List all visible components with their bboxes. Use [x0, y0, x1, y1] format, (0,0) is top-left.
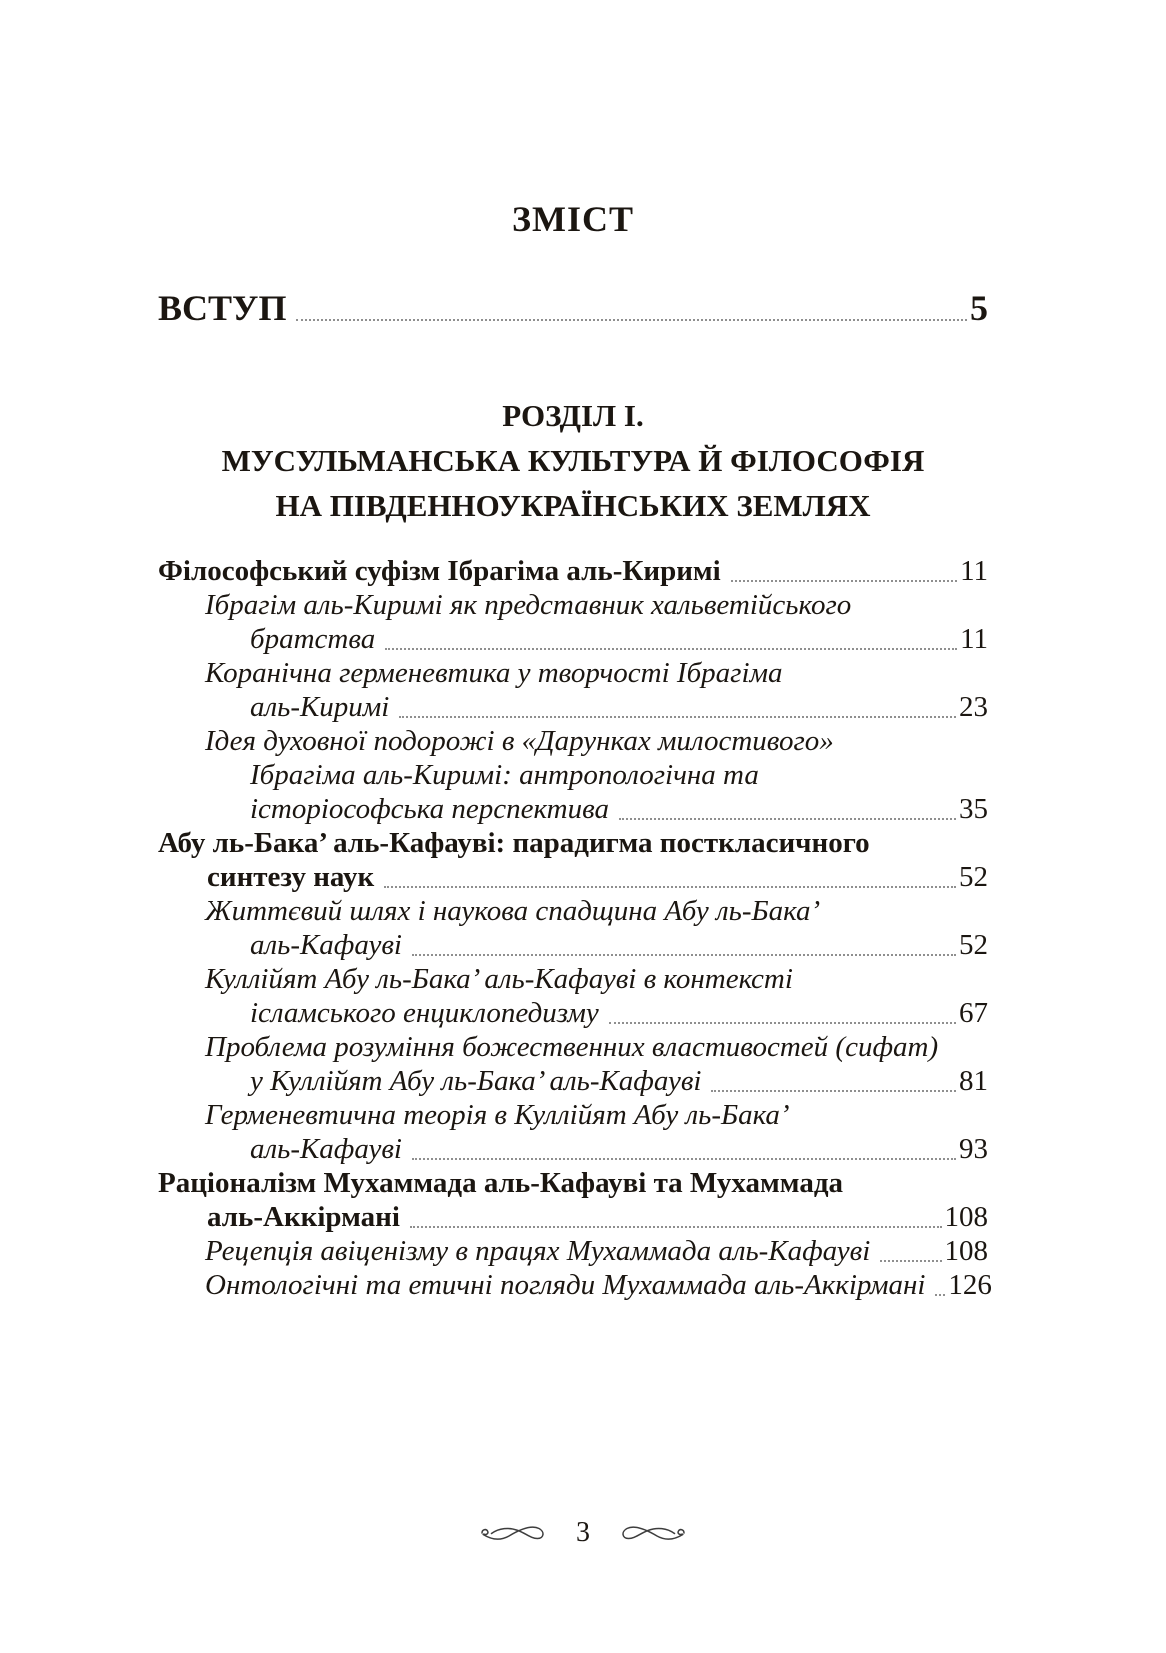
dotted-leader — [410, 1226, 942, 1228]
toc-entry-line — [158, 1098, 988, 1132]
dotted-leader — [384, 886, 956, 888]
toc-entry-page-number: 108 — [944, 1201, 988, 1233]
toc-entry-line-with-page — [158, 860, 988, 894]
dotted-leader — [412, 954, 956, 956]
toc-entry-text: Проблема розуміння божественних властивостей (сифат) — [205, 1031, 939, 1063]
dotted-leader — [619, 818, 956, 820]
toc-entry-text: Абу ль-Бака’ аль-Кафауві: парадигма посткласичного — [158, 827, 870, 859]
dotted-leader — [935, 1294, 945, 1296]
toc-entry-text: у Куллійят Абу ль-Бака’ аль-Кафауві — [250, 1065, 702, 1097]
toc-entry-page-number: 35 — [959, 793, 988, 825]
toc-entry-line — [158, 826, 988, 860]
toc-entry-line — [158, 724, 988, 758]
toc-entry-text: Раціоналізм Мухаммада аль-Кафауві та Мухаммада — [158, 1167, 844, 1199]
toc-entry-line-with-page — [158, 1064, 988, 1098]
toc-entry-text: братства — [250, 623, 376, 655]
toc-entry-page-number: 11 — [960, 623, 988, 655]
toc-entry-line-with-page — [158, 928, 988, 962]
toc-entry-page-number: 23 — [959, 691, 988, 723]
toc-entry-text: Онтологічні та етичні погляди Мухаммада аль-Аккірмані — [205, 1269, 926, 1301]
toc-entry-line — [158, 962, 988, 996]
dotted-leader — [296, 319, 967, 321]
toc-entry-text: Філософський суфізм Ібрагіма аль-Киримі — [158, 555, 721, 587]
toc-entry — [158, 894, 988, 962]
dotted-leader — [731, 580, 957, 582]
toc-entry — [158, 554, 988, 588]
dotted-leader — [385, 648, 957, 650]
dotted-leader — [880, 1260, 941, 1262]
toc-entry — [158, 656, 988, 724]
toc-entry-text: аль-Киримі — [250, 691, 390, 723]
toc-entry-line-with-page — [158, 1234, 988, 1268]
toc-entry-text: історіософська перспектива — [250, 793, 609, 825]
toc-entry — [158, 1268, 992, 1302]
toc-entry-vstup — [158, 287, 988, 329]
toc-entry-text: Коранічна герменевтика у творчості Ібрагіма — [205, 657, 783, 689]
flourish-ornament-right — [616, 1521, 688, 1545]
toc-entry-line-with-page — [158, 996, 988, 1030]
toc-entry-text: аль-Аккірмані — [207, 1201, 400, 1233]
page-footer — [0, 1516, 1166, 1550]
toc-entry-line — [158, 758, 988, 792]
toc-entry-line-with-page — [158, 690, 988, 724]
toc-entry-text: Ібрагім аль-Киримі як представник хальветійського — [205, 589, 852, 621]
toc-entry-text: ісламського енциклопедизму — [250, 997, 599, 1029]
toc-entry-text: Герменевтична теорія в Куллійят Абу ль-Бака’ — [205, 1099, 790, 1131]
toc-entry-text: Рецепція авіценізму в працях Мухаммада аль-Кафауві — [205, 1235, 871, 1267]
footer-page-number: 3 — [576, 1517, 590, 1548]
toc-entry-text: ВСТУП — [158, 288, 287, 328]
toc-entry-text: синтезу наук — [207, 861, 375, 893]
dotted-leader — [412, 1158, 956, 1160]
toc-entry-line — [158, 1030, 988, 1064]
toc-entry-page-number: 5 — [970, 288, 988, 328]
toc-entry — [158, 724, 988, 826]
toc-entry-text: Ібрагіма аль-Киримі: антропологічна та — [250, 759, 759, 791]
toc-entry-line — [158, 1166, 988, 1200]
toc-entry — [158, 1166, 988, 1234]
toc-entry-line-with-page — [158, 1132, 988, 1166]
toc-entry — [158, 1098, 988, 1166]
toc-entry-page-number: 126 — [948, 1269, 992, 1301]
toc-entry-page-number: 81 — [959, 1065, 988, 1097]
page-title: ЗМІСТ — [512, 199, 634, 239]
dotted-leader — [711, 1090, 956, 1092]
toc-entry-line-with-page — [158, 792, 988, 826]
toc-entry-page-number: 67 — [959, 997, 988, 1029]
toc-entry-page-number: 108 — [944, 1235, 988, 1267]
toc-entry — [158, 1030, 988, 1098]
toc-entry-text: Життєвий шлях і наукова спадщина Абу ль-Бака’ — [205, 895, 821, 927]
chapter-heading-line: НА ПІВДЕННОУКРАЇНСЬКИХ ЗЕМЛЯХ — [275, 488, 871, 523]
chapter-heading-line: РОЗДІЛ І. — [502, 398, 644, 433]
toc-entry-line — [158, 656, 988, 690]
toc-entry-text: Ідея духовної подорожі в «Дарунках милостивого» — [205, 725, 834, 757]
dotted-leader — [609, 1022, 956, 1024]
dotted-leader — [399, 716, 956, 718]
toc-entry-line — [158, 894, 988, 928]
toc-entry — [158, 962, 988, 1030]
toc-entry-text: аль-Кафауві — [250, 929, 402, 961]
toc-page-content — [158, 0, 992, 1302]
toc-entry — [158, 1234, 988, 1268]
chapter-heading-line: МУСУЛЬМАНСЬКА КУЛЬТУРА Й ФІЛОСОФІЯ — [221, 443, 925, 478]
toc-entry-line-with-page — [158, 622, 988, 656]
toc-entry-text: Куллійят Абу ль-Бака’ аль-Кафауві в контексті — [205, 963, 793, 995]
toc-entry-text: аль-Кафауві — [250, 1133, 402, 1165]
toc-entry-page-number: 52 — [959, 929, 988, 961]
toc-entry-line — [158, 588, 988, 622]
toc-entry-line-with-page — [158, 1200, 988, 1234]
toc-entry-page-number: 93 — [959, 1133, 988, 1165]
chapter-heading — [158, 393, 988, 528]
toc-entry — [158, 826, 988, 894]
toc-entry-line-with-page — [158, 554, 988, 588]
toc-entry — [158, 588, 988, 656]
toc-list — [158, 554, 992, 1302]
toc-entry-line-with-page — [158, 1268, 992, 1302]
toc-entry-page-number: 11 — [960, 555, 988, 587]
flourish-ornament-left — [478, 1521, 550, 1545]
toc-entry-page-number: 52 — [959, 861, 988, 893]
